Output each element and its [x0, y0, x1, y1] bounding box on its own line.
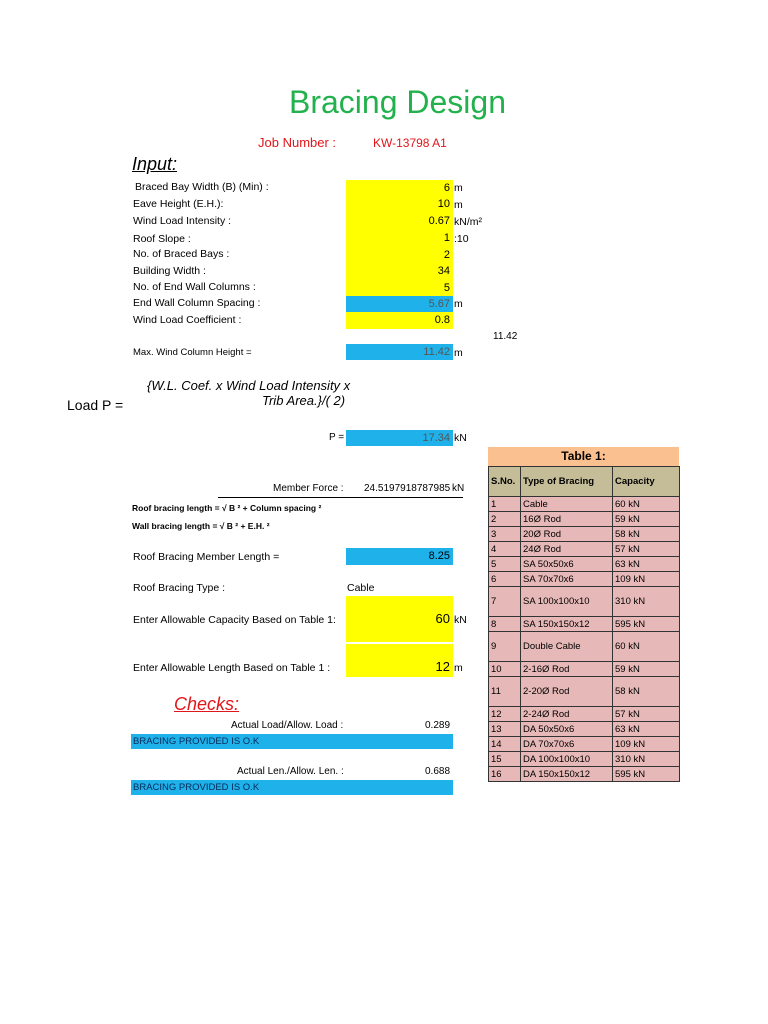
table-row: [489, 572, 680, 587]
table-cell: 9: [489, 632, 521, 662]
allow-length-unit: m: [454, 662, 463, 674]
side-value: 11.42: [493, 331, 518, 342]
table-row: [489, 722, 680, 737]
member-force-label: Member Force :: [273, 483, 344, 494]
table-cell: 5: [489, 557, 521, 572]
table-cell: 109 kN: [613, 737, 680, 752]
table-row: [489, 557, 680, 572]
table-row: [489, 587, 680, 617]
allow-capacity-unit: kN: [454, 614, 467, 626]
table-caption: Table 1:: [488, 447, 679, 466]
input-braced-bays[interactable]: 2: [346, 247, 453, 263]
table-cell: 59 kN: [613, 662, 680, 677]
table-row: [489, 542, 680, 557]
table-cell: SA 100x100x10: [521, 587, 613, 617]
max-wind-label: Max. Wind Column Height =: [133, 347, 252, 358]
table-row: [489, 512, 680, 527]
len-ratio-value: 0.688: [425, 766, 451, 777]
table-cell: SA 50x50x6: [521, 557, 613, 572]
table-cell: 4: [489, 542, 521, 557]
table-cell: SA 70x70x6: [521, 572, 613, 587]
table-cell: 2: [489, 512, 521, 527]
computed-end-wall-spacing: 5.67: [346, 296, 453, 312]
member-force-value: 24.5197918787985: [364, 483, 451, 494]
table-cell: 58 kN: [613, 677, 680, 707]
table-cell: 109 kN: [613, 572, 680, 587]
input-label-building-width: Building Width :: [133, 265, 206, 277]
input-label-end-wall-columns: No. of End Wall Columns :: [133, 281, 256, 293]
load-p-label: Load P =: [67, 397, 124, 413]
table-cell: 63 kN: [613, 722, 680, 737]
unit-bay-width: m: [454, 182, 463, 194]
input-end-wall-columns[interactable]: 5: [346, 280, 453, 296]
allow-length-input[interactable]: 12: [346, 644, 453, 677]
p-value: 17.34: [346, 430, 453, 446]
max-wind-value: 11.42: [346, 344, 453, 360]
job-number-value: KW-13798 A1: [373, 136, 447, 150]
table-cell: 24Ø Rod: [521, 542, 613, 557]
table-cell: 8: [489, 617, 521, 632]
table-cell: 6: [489, 572, 521, 587]
table-row: [489, 677, 680, 707]
table-cell: 310 kN: [613, 587, 680, 617]
table-cell: 10: [489, 662, 521, 677]
table-cell: 12: [489, 707, 521, 722]
p-unit: kN: [454, 432, 467, 444]
input-label-wind-coefficient: Wind Load Coefficient :: [133, 314, 242, 326]
table-row: [489, 707, 680, 722]
table-cell: 2-16Ø Rod: [521, 662, 613, 677]
input-label-wind-load: Wind Load Intensity :: [133, 215, 232, 227]
roof-bracing-formula: Roof bracing length = √ B ² + Column spacing ²: [132, 503, 322, 513]
input-building-width[interactable]: 34: [346, 263, 453, 280]
roof-bracing-type-label: Roof Bracing Type :: [133, 582, 226, 594]
table-header-cell: Capacity: [613, 467, 680, 497]
input-wind-load[interactable]: 0.67: [346, 213, 453, 230]
load-formula-line2: Trib Area.}/( 2): [262, 393, 346, 408]
unit-end-wall-spacing: m: [454, 298, 463, 310]
input-label-roof-slope: Roof Slope :: [133, 233, 191, 245]
table-cell: 58 kN: [613, 527, 680, 542]
table-cell: 59 kN: [613, 512, 680, 527]
allow-length-label: Enter Allowable Length Based on Table 1 :: [133, 662, 331, 674]
table-cell: 15: [489, 752, 521, 767]
table-cell: 60 kN: [613, 632, 680, 662]
table-cell: 63 kN: [613, 557, 680, 572]
checks-heading: Checks:: [174, 694, 240, 714]
table-header-cell: Type of Bracing: [521, 467, 613, 497]
table-row: [489, 632, 680, 662]
allow-capacity-label: Enter Allowable Capacity Based on Table 1:: [133, 614, 336, 626]
table-cell: 11: [489, 677, 521, 707]
table-row: [489, 527, 680, 542]
table-row: [489, 737, 680, 752]
input-eave-height[interactable]: 10: [346, 196, 453, 213]
load-status-banner: BRACING PROVIDED IS O.K: [131, 734, 453, 749]
table-cell: 3: [489, 527, 521, 542]
table-cell: Double Cable: [521, 632, 613, 662]
table-cell: 57 kN: [613, 542, 680, 557]
input-roof-slope[interactable]: 1: [346, 230, 453, 247]
member-force-divider: [218, 497, 463, 498]
len-ratio-label: Actual Len./Allow. Len. :: [237, 766, 344, 777]
input-bay-width[interactable]: 6: [346, 180, 453, 196]
table-cell: DA 70x70x6: [521, 737, 613, 752]
table-row: [489, 767, 680, 782]
table-cell: SA 150x150x12: [521, 617, 613, 632]
table-cell: 7: [489, 587, 521, 617]
table-row: [489, 497, 680, 512]
table-header-row: [489, 467, 680, 497]
member-force-unit: kN: [452, 483, 465, 494]
input-heading: Input:: [132, 154, 178, 174]
table-cell: 2-20Ø Rod: [521, 677, 613, 707]
table-cell: 595 kN: [613, 617, 680, 632]
table-cell: 57 kN: [613, 707, 680, 722]
table-cell: Cable: [521, 497, 613, 512]
input-label-end-wall-spacing: End Wall Column Spacing :: [133, 297, 261, 309]
table-cell: 310 kN: [613, 752, 680, 767]
bracing-table: [488, 466, 680, 782]
job-number-label: Job Number :: [258, 135, 337, 150]
table-cell: DA 50x50x6: [521, 722, 613, 737]
table-header-cell: S.No.: [489, 467, 521, 497]
load-ratio-value: 0.289: [425, 720, 451, 731]
table-cell: 595 kN: [613, 767, 680, 782]
input-wind-coefficient[interactable]: 0.8: [346, 312, 453, 329]
table-cell: DA 150x150x12: [521, 767, 613, 782]
table-cell: DA 100x100x10: [521, 752, 613, 767]
table-row: [489, 662, 680, 677]
table-cell: 16: [489, 767, 521, 782]
allow-capacity-input[interactable]: 60: [346, 596, 453, 642]
table-cell: 1: [489, 497, 521, 512]
table-cell: 13: [489, 722, 521, 737]
page-title: Bracing Design: [289, 84, 506, 120]
table-cell: 14: [489, 737, 521, 752]
table-row: [489, 752, 680, 767]
roof-member-length-value: 8.25: [346, 548, 453, 565]
roof-bracing-type-value: Cable: [347, 582, 375, 594]
p-label: P =: [329, 432, 345, 443]
table-cell: 20Ø Rod: [521, 527, 613, 542]
wall-bracing-formula: Wall bracing length = √ B ² + E.H. ²: [132, 521, 270, 531]
input-label-eave-height: Eave Height (E.H.):: [133, 198, 224, 210]
input-label-bay-width: Braced Bay Width (B) (Min) :: [135, 181, 269, 193]
unit-eave-height: m: [454, 199, 463, 211]
load-formula-line1: {W.L. Coef. x Wind Load Intensity x: [147, 378, 351, 393]
table-cell: 2-24Ø Rod: [521, 707, 613, 722]
roof-member-length-label: Roof Bracing Member Length =: [133, 551, 280, 563]
unit-roof-slope: :10: [454, 233, 469, 245]
max-wind-unit: m: [454, 347, 463, 359]
unit-wind-load: kN/m²: [454, 216, 482, 228]
input-label-braced-bays: No. of Braced Bays :: [133, 248, 230, 260]
table-cell: 60 kN: [613, 497, 680, 512]
table-cell: 16Ø Rod: [521, 512, 613, 527]
load-ratio-label: Actual Load/Allow. Load :: [231, 720, 344, 731]
len-status-banner: BRACING PROVIDED IS O.K: [131, 780, 453, 795]
table-row: [489, 617, 680, 632]
